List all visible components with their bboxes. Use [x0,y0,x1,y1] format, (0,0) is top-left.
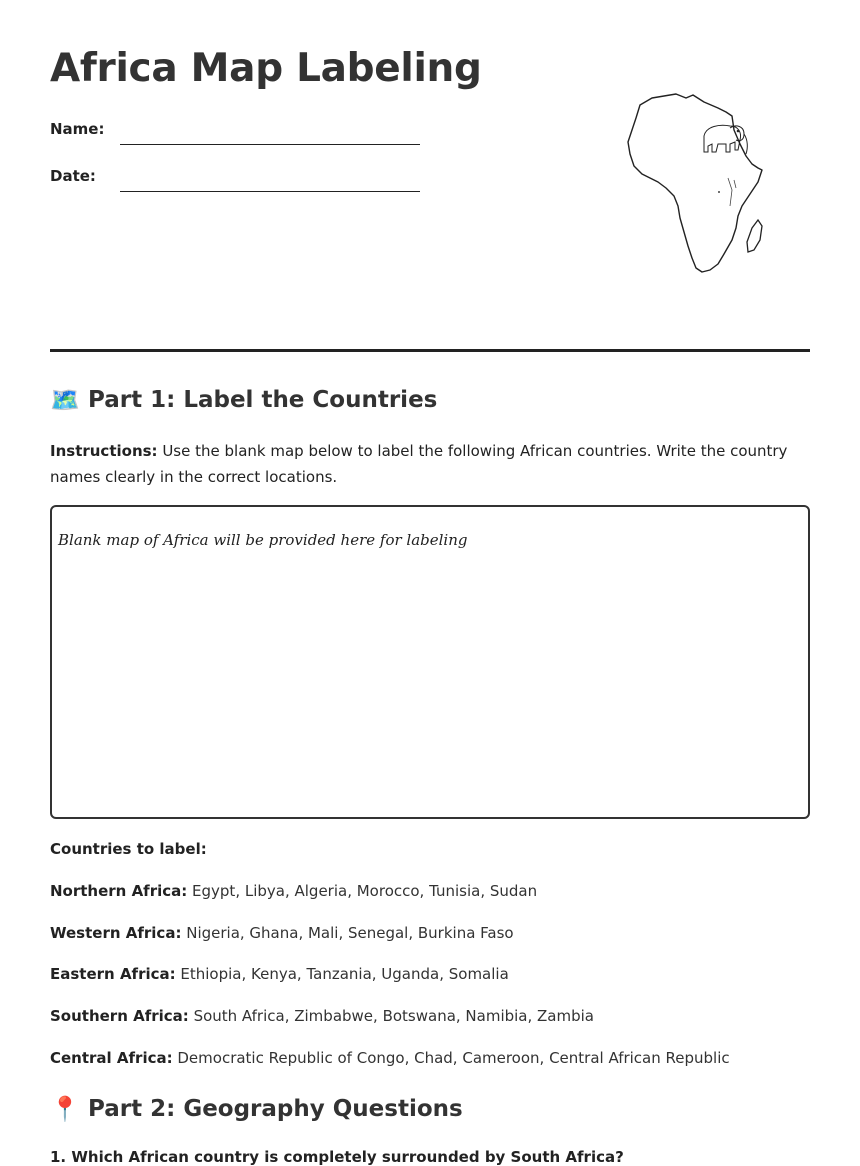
africa-outline-with-elephant-icon [580,60,780,280]
instructions-text: Use the blank map below to label the following African countries. Write the country names clearly in the correct locations. [50,442,788,486]
world-map-icon: 🗺️ [50,386,80,414]
worksheet-header [50,0,810,352]
region-name: Eastern Africa: [50,965,176,983]
region-countries: Ethiopia, Kenya, Tanzania, Uganda, Somalia [175,965,509,983]
blank-map-box[interactable] [50,505,810,819]
question-1: 1. Which African country is completely surrounded by South Africa? [50,1148,624,1166]
part2-heading-text: Part 2: Geography Questions [88,1096,463,1122]
part1-heading [50,386,437,414]
pushpin-icon: 📍 [50,1095,80,1123]
region-countries: Nigeria, Ghana, Mali, Senegal, Burkina Faso [181,924,514,942]
instructions-label: Instructions: [50,442,158,460]
map-placeholder-text: Blank map of Africa will be provided here for labeling [58,531,468,549]
region-countries: South Africa, Zimbabwe, Botswana, Namibia, Zambia [188,1007,594,1025]
name-field [50,118,420,142]
part1-heading-text: Part 1: Label the Countries [88,387,438,413]
page-title: Africa Map Labeling [50,46,482,91]
region-countries: Egypt, Libya, Algeria, Morocco, Tunisia, Sudan [187,882,538,900]
worksheet-page [50,0,810,1166]
region-central-africa [50,1049,730,1067]
region-countries: Democratic Republic of Congo, Chad, Cameroon, Central African Republic [172,1049,730,1067]
countries-heading: Countries to label: [50,840,207,858]
region-name: Central Africa: [50,1049,173,1067]
region-western-africa [50,924,514,942]
part2-heading [50,1095,463,1123]
region-eastern-africa [50,965,509,983]
region-name: Southern Africa: [50,1007,189,1025]
name-label: Name: [50,120,105,138]
region-southern-africa [50,1007,594,1025]
region-name: Northern Africa: [50,882,188,900]
date-label: Date: [50,167,96,185]
region-northern-africa [50,882,537,900]
header-divider [50,349,810,352]
elephant-icon [704,125,747,154]
date-field [50,165,420,189]
region-name: Western Africa: [50,924,182,942]
date-line[interactable] [120,191,420,192]
instructions [50,438,810,490]
name-line[interactable] [120,144,420,145]
